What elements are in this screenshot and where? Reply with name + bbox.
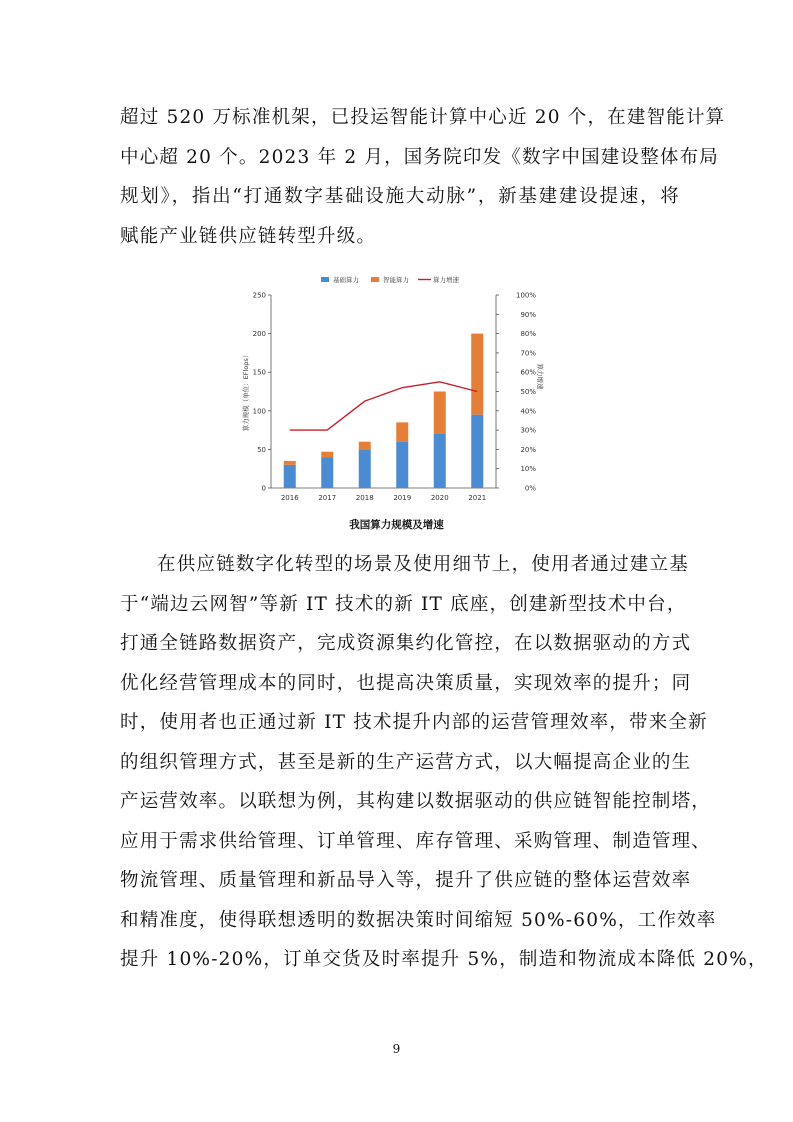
legend-label-2: 算力增速	[433, 276, 459, 284]
y-tick-label: 150	[252, 368, 266, 377]
y2-tick-label: 80%	[520, 330, 536, 339]
x-tick-label: 2020	[430, 494, 449, 502]
bar-base-2021	[471, 415, 483, 488]
chart-svg	[238, 270, 558, 502]
text-line: 超过 520 万标准机架，已投运智能计算中心近 20 个，在建智能计算	[120, 107, 726, 128]
text-line: 中心超 20 个。2023 年 2 月，国务院印发《数字中国建设整体布局	[120, 146, 719, 168]
bar-base-2018	[359, 449, 371, 488]
chart-caption: 我国算力规模及增速	[349, 519, 444, 531]
y-tick-label: 200	[252, 330, 266, 339]
text-line: 和精准度，使得联想透明的数据决策时间缩短 50%-60%，工作效率	[120, 909, 717, 931]
y2-axis-title: 算力增速	[536, 363, 544, 390]
y2-tick-label: 30%	[520, 426, 536, 435]
y-tick-label: 50	[257, 445, 266, 454]
compute-chart	[238, 270, 558, 502]
growth-rate-line	[290, 382, 478, 430]
text-line: 物流管理、质量管理和新品导入等，提升了供应链的整体运营效率	[120, 870, 692, 891]
legend-label-0: 基础算力	[333, 276, 359, 284]
x-tick-label: 2017	[318, 494, 337, 502]
legend-label-1: 智能算力	[383, 276, 409, 284]
x-tick-label: 2018	[355, 494, 374, 502]
body-paragraph-1	[120, 98, 726, 256]
y2-tick-label: 50%	[520, 388, 536, 396]
bar-ai-2018	[359, 442, 371, 450]
y2-tick-label: 70%	[520, 349, 536, 358]
y2-tick-label: 40%	[520, 407, 536, 416]
y2-tick-label: 90%	[520, 310, 536, 319]
y2-tick-label: 10%	[520, 465, 536, 474]
text-line: 产运营效率。以联想为例，其构建以数据驱动的供应链智能控制塔，	[120, 791, 712, 812]
text-line: 打通全链路数据资产，完成资源集约化管控，在以数据驱动的方式	[120, 633, 692, 654]
x-tick-label: 2016	[280, 494, 299, 502]
page-number: 9	[392, 1042, 401, 1056]
bar-ai-2020	[434, 392, 446, 434]
y2-tick-label: 20%	[520, 445, 536, 454]
y2-tick-label: 100%	[515, 291, 536, 300]
text-line: 应用于需求供给管理、订单管理、库存管理、采购管理、制造管理、	[120, 830, 712, 852]
bar-ai-2017	[321, 452, 333, 457]
bar-base-2019	[396, 442, 408, 488]
text-line: 时，使用者也正通过新 IT 技术提升内部的运营管理效率，带来全新	[120, 712, 708, 733]
legend-swatch-0	[321, 277, 329, 282]
bar-base-2017	[321, 457, 333, 488]
y-tick-label: 100	[252, 407, 266, 416]
y-tick-label: 250	[252, 291, 266, 300]
y2-tick-label: 0%	[524, 484, 536, 493]
bar-base-2016	[284, 465, 296, 488]
y2-tick-label: 60%	[520, 368, 536, 377]
text-line: 于“端边云网智”等新 IT 技术的新 IT 底座，创建新型技术中台，	[120, 593, 687, 615]
text-line: 的组织管理方式，甚至是新的生产运营方式，以大幅提高企业的生	[120, 751, 692, 773]
text-line: 在供应链数字化转型的场景及使用细节上，使用者通过建立基	[157, 554, 689, 575]
bar-base-2020	[434, 434, 446, 488]
legend-swatch-1	[371, 277, 379, 282]
bar-ai-2016	[284, 461, 296, 465]
text-line: 优化经营管理成本的同时，也提高决策质量，实现效率的提升；同	[120, 672, 692, 694]
x-tick-label: 2019	[393, 494, 412, 502]
y-axis-title: 算力规模（单位：EFlops）	[242, 351, 250, 432]
x-tick-label: 2021	[468, 494, 487, 502]
bar-ai-2019	[396, 422, 408, 441]
text-line: 赋能产业链供应链转型升级。	[120, 225, 377, 247]
text-line: 提升 10%-20%，订单交货及时率提升 5%，制造和物流成本降低 20%，	[120, 949, 768, 970]
y-tick-label: 0	[261, 484, 266, 493]
text-line: 规划》，指出“打通数字基础设施大动脉”，新基建建设提速，将	[120, 186, 680, 207]
body-paragraph-2	[120, 545, 768, 980]
bar-ai-2021	[471, 334, 483, 415]
